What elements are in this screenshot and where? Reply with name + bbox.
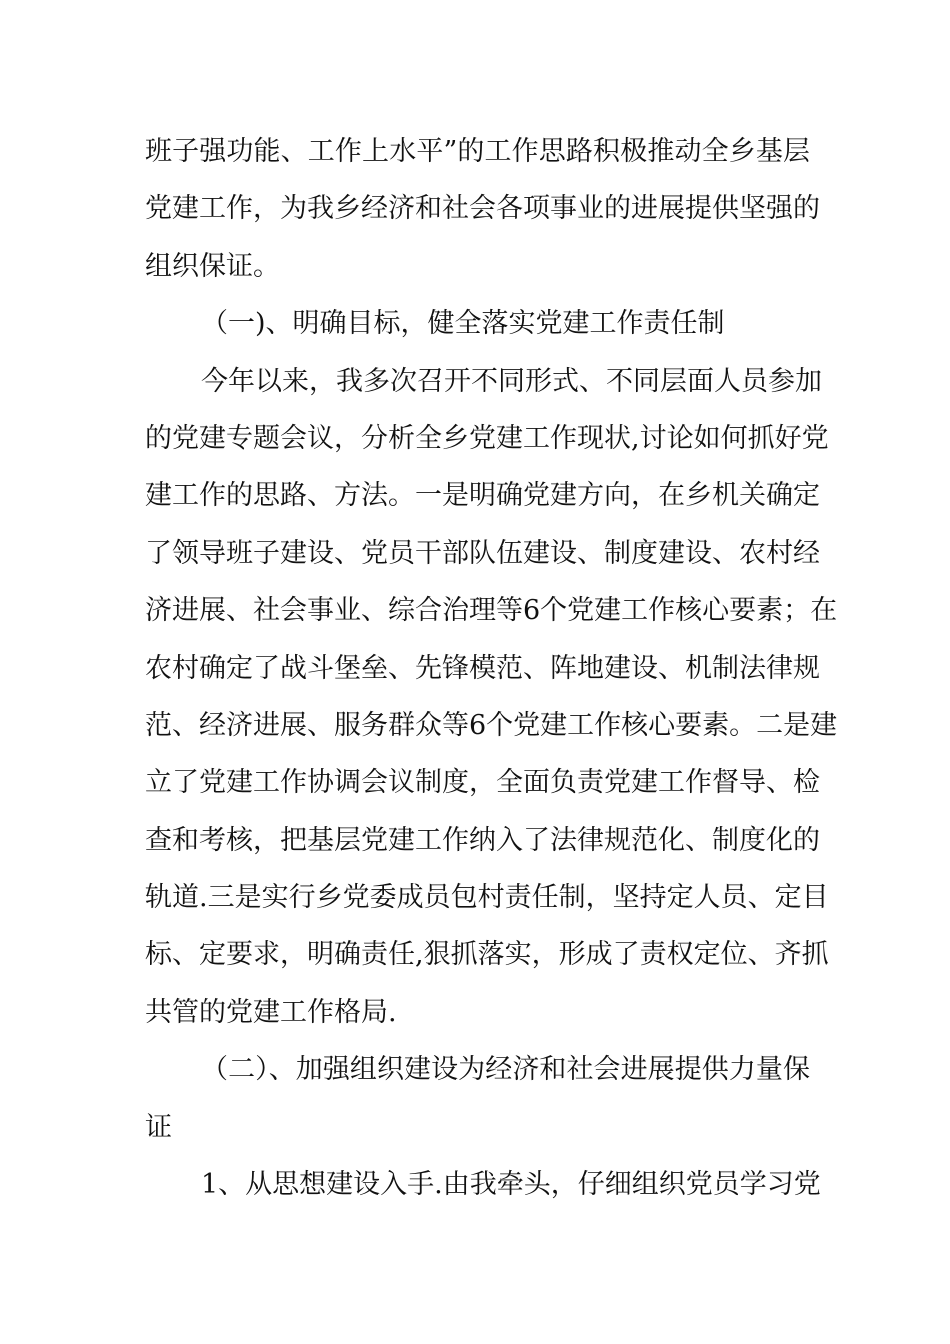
text-line: 1、从思想建设入手.由我牵头，仔细组织党员学习党 bbox=[201, 1169, 821, 1201]
text-line: 今年以来，我多次召开不同形式、不同层面人员参加 bbox=[201, 365, 822, 397]
text-line: 的党建专题会议，分析全乡党建工作现状,讨论如何抓好党 bbox=[145, 422, 829, 454]
text-line: 立了党建工作协调会议制度，全面负责党建工作督导、检 bbox=[145, 767, 820, 799]
text-line: 范、经济进展、服务群众等6个党建工作核心要素。二是建 bbox=[145, 709, 838, 741]
text-line: 济进展、社会事业、综合治理等6个党建工作核心要素；在 bbox=[145, 595, 838, 627]
section-heading: （二）、加强组织建设为经济和社会进展提供力量保 bbox=[201, 1054, 810, 1086]
text-line: 党建工作，为我乡经济和社会各项事业的进展提供坚强的 bbox=[145, 193, 820, 225]
document-body bbox=[145, 123, 838, 1213]
section-heading-continued: 证 bbox=[145, 1111, 172, 1143]
text-line: 农村确定了战斗堡垒、先锋模范、阵地建设、机制法律规 bbox=[145, 652, 820, 684]
text-line: 查和考核，把基层党建工作纳入了法律规范化、制度化的 bbox=[145, 824, 820, 856]
text-line: 班子强功能、工作上水平”的工作思路积极推动全乡基层 bbox=[145, 136, 810, 167]
text-line: 轨道.三是实行乡党委成员包村责任制，坚持定人员、定目 bbox=[145, 882, 829, 914]
text-line: 了领导班子建设、党员干部队伍建设、制度建设、农村经 bbox=[145, 537, 820, 569]
text-line: 共管的党建工作格局. bbox=[145, 996, 397, 1028]
section-heading: （一)、明确目标，健全落实党建工作责任制 bbox=[201, 308, 725, 340]
text-line: 组织保证。 bbox=[145, 250, 280, 282]
text-line: 建工作的思路、方法。一是明确党建方向，在乡机关确定 bbox=[145, 480, 820, 512]
text-line: 标、定要求，明确责任,狠抓落实，形成了责权定位、齐抓 bbox=[145, 939, 829, 971]
